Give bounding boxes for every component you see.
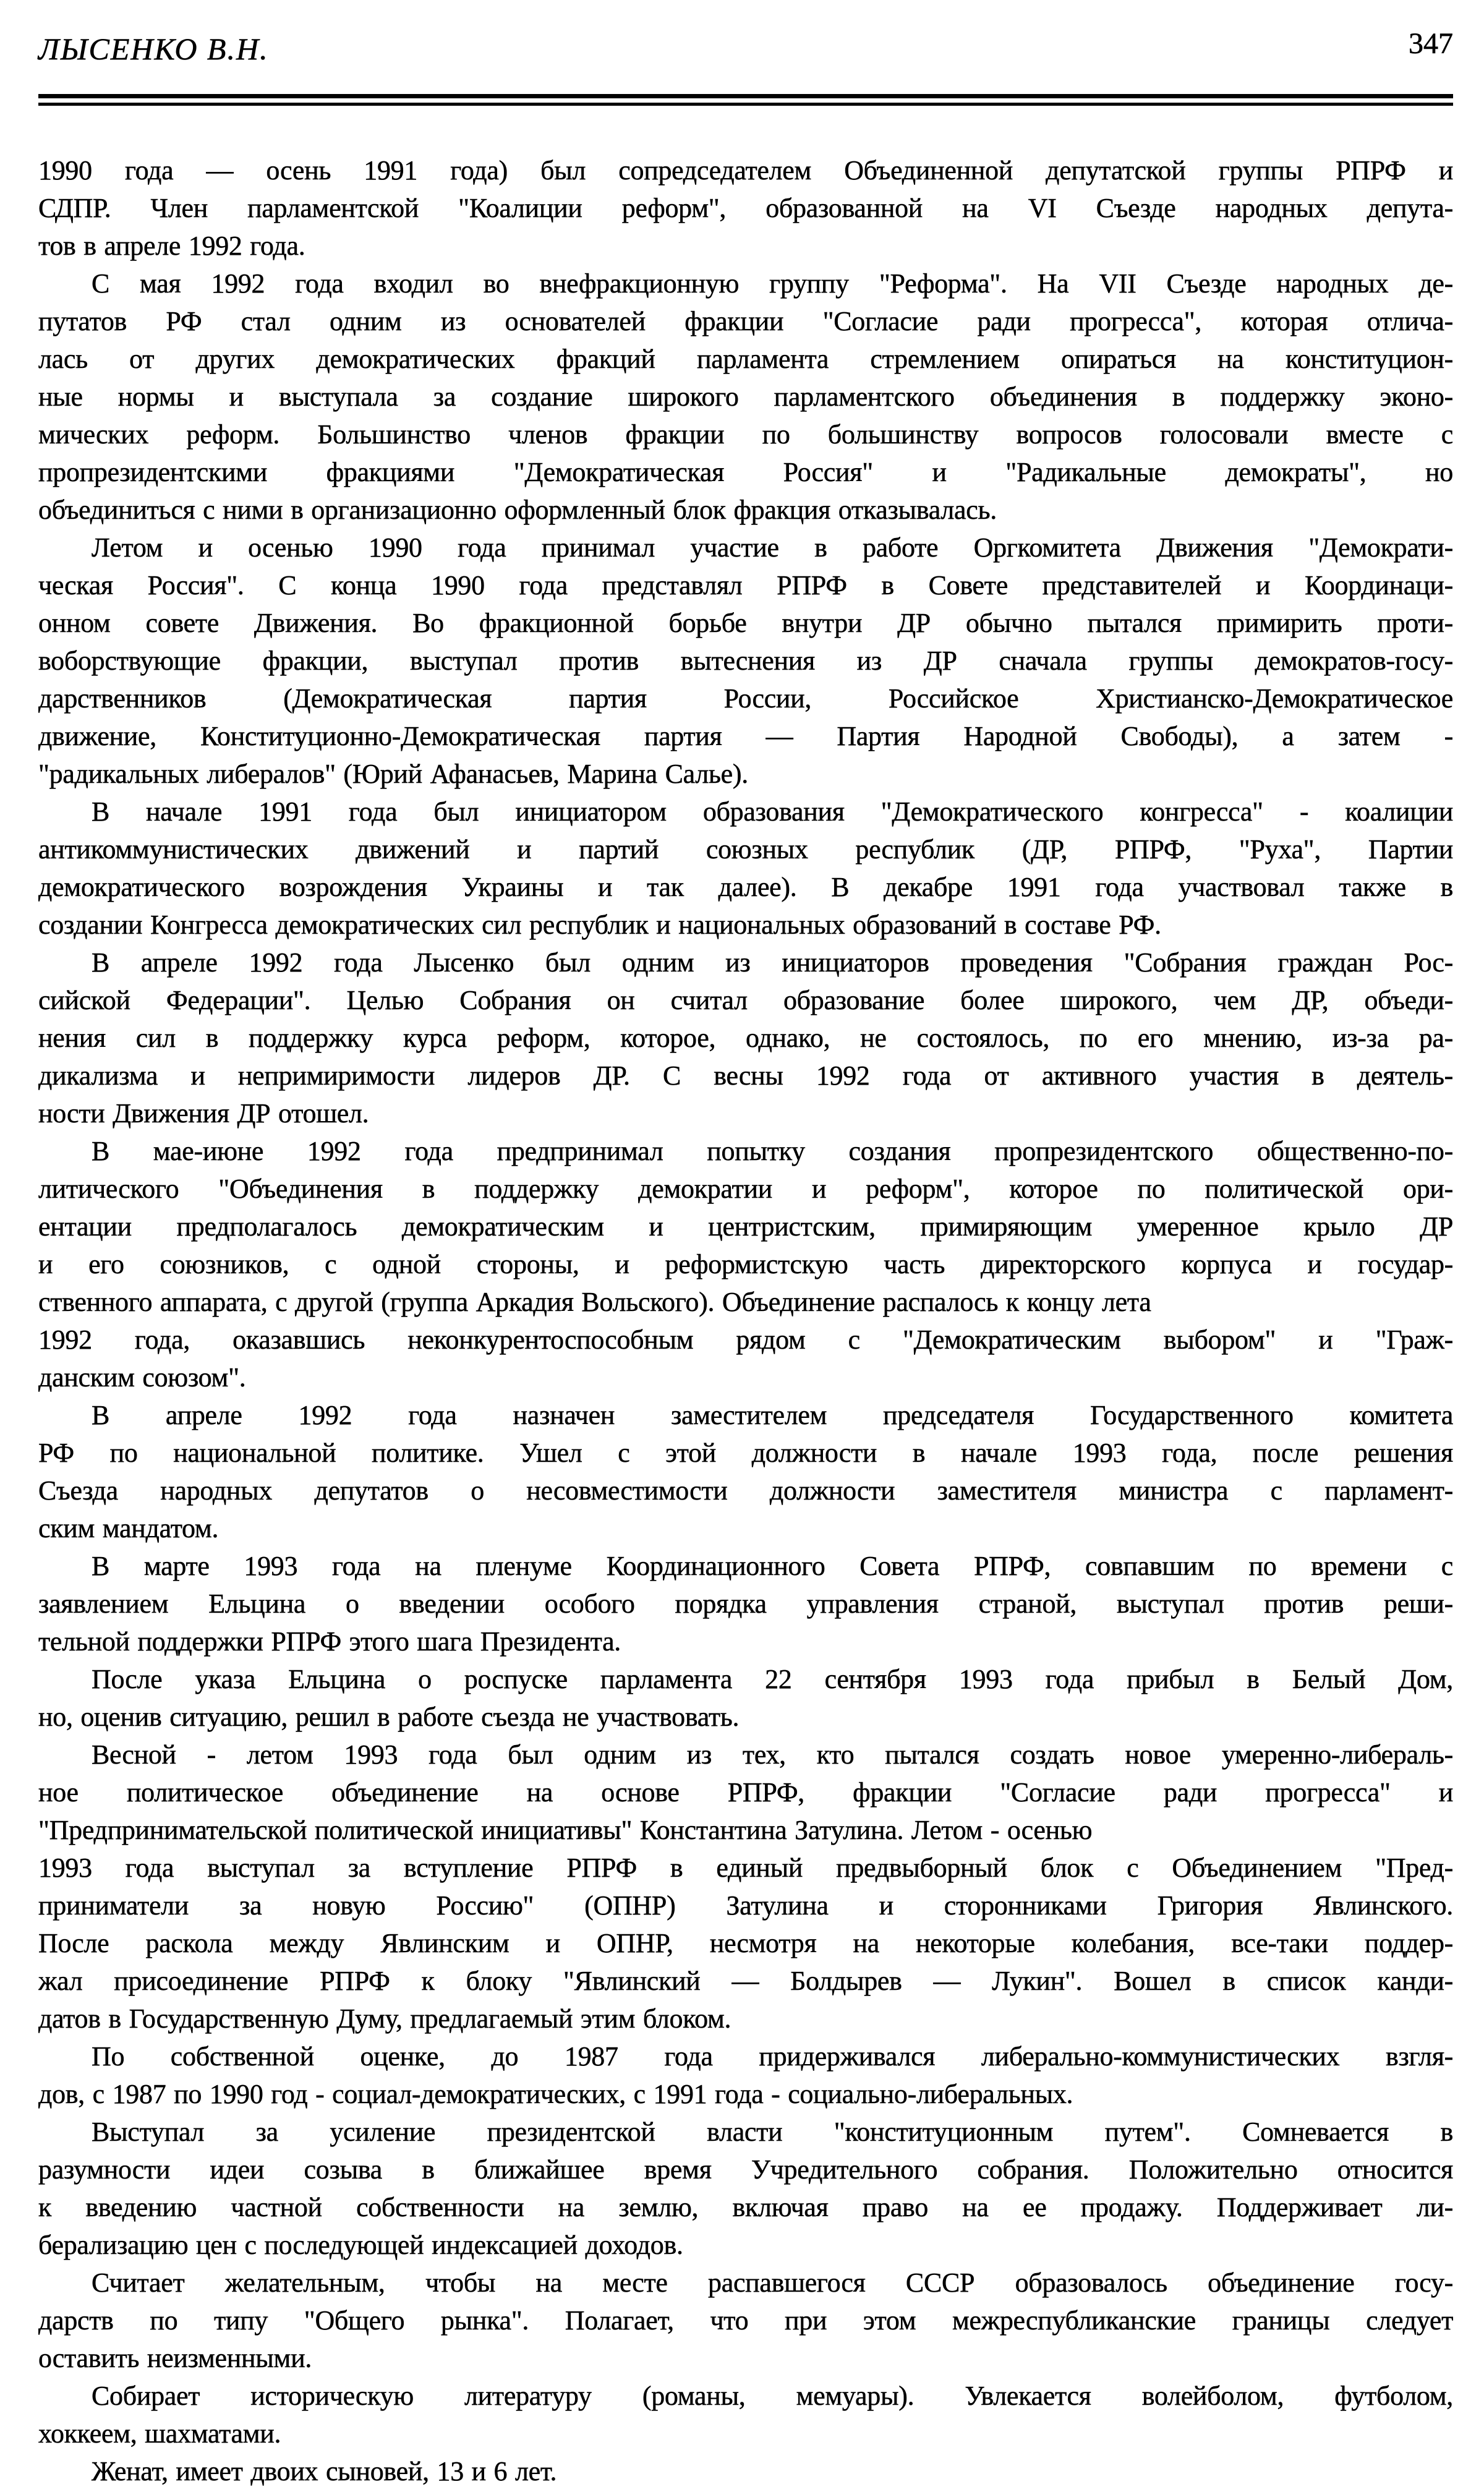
text-line: В апреле 1992 года назначен заместителем председателя Государственного комитета xyxy=(92,1400,1453,1430)
header-rule xyxy=(38,94,1453,106)
text-line: Женат, имеет двоих сыновей, 13 и 6 лет. xyxy=(92,2456,557,2486)
text-line: В начале 1991 года был инициатором образования "Демократического конгресса" - коалиции xyxy=(92,796,1453,827)
paragraph xyxy=(38,1132,1453,1396)
text-line: движение, Конституционно-Демократическая партия — Партия Народной Свободы), а затем - xyxy=(38,721,1453,751)
text-line: "радикальных либералов" (Юрий Афанасьев, Марина Салье). xyxy=(38,759,748,789)
paragraph xyxy=(38,2452,1453,2490)
paragraph xyxy=(38,1396,1453,1547)
text-line: В марте 1993 года на пленуме Координационного Совета РПРФ, совпавшим по времени с xyxy=(92,1551,1453,1581)
text-line: тельной поддержки РПРФ этого шага Президента. xyxy=(38,1626,621,1657)
text-line: РФ по национальной политике. Ушел с этой должности в начале 1993 года, после решения xyxy=(38,1438,1453,1468)
text-line: Собирает историческую литературу (романы, мемуары). Увлекается волейболом, футболом, xyxy=(92,2381,1453,2411)
text-line: дарственников (Демократическая партия России, Российское Христианско-Демократическое xyxy=(38,683,1453,714)
text-line: заявлением Ельцина о введении особого порядка управления страной, выступал против реши- xyxy=(38,1589,1453,1619)
paragraph xyxy=(38,793,1453,944)
page-header xyxy=(38,27,1453,66)
paragraph xyxy=(38,944,1453,1132)
text-line: Летом и осенью 1990 года принимал участие в работе Оргкомитета Движения "Демократи- xyxy=(92,532,1453,563)
text-line: жал присоединение РПРФ к блоку "Явлинский — Болдырев — Лукин". Вошел в список канди- xyxy=(38,1966,1453,1996)
text-line: ческая Россия". С конца 1990 года представлял РПРФ в Совете представителей и Координаци- xyxy=(38,570,1453,600)
text-line: приниматели за новую Россию" (ОПНР) Затулина и сторонниками Григория Явлинского. xyxy=(38,1890,1453,1921)
text-line: После раскола между Явлинским и ОПНР, несмотря на некоторые колебания, все-таки поддер- xyxy=(38,1928,1453,1958)
text-line: ственного аппарата, с другой (группа Аркадия Вольского). Объединение распалось к концу лета xyxy=(38,1287,1151,1317)
text-line: Выступал за усиление президентской власти "конституционным путем". Сомневается в xyxy=(92,2117,1453,2147)
text-line: пропрезидентскими фракциями "Демократическая Россия" и "Радикальные демократы", но xyxy=(38,457,1453,487)
text-line: В апреле 1992 года Лысенко был одним из инициаторов проведения "Собрания граждан Рос- xyxy=(92,947,1453,978)
paragraph xyxy=(38,265,1453,529)
text-line: данским союзом". xyxy=(38,1362,246,1393)
text-line: Съезда народных депутатов о несовместимости должности заместителя министра с парламент- xyxy=(38,1475,1453,1506)
text-line: Весной - летом 1993 года был одним из тех, кто пытался создать новое умеренно-либераль- xyxy=(92,1739,1453,1770)
paragraph xyxy=(38,2377,1453,2452)
text-line: объединиться с ними в организационно оформленный блок фракция отказывалась. xyxy=(38,495,997,525)
text-line: ное политическое объединение на основе РПРФ, фракции "Согласие ради прогресса" и xyxy=(38,1777,1453,1807)
running-title: ЛЫСЕНКО В.Н. xyxy=(38,32,269,66)
text-line: "Предпринимательской политической инициативы" Константина Затулина. Летом - осенью xyxy=(38,1815,1093,1845)
paragraph xyxy=(38,1547,1453,1660)
text-line: ности Движения ДР отошел. xyxy=(38,1098,369,1129)
text-line: демократического возрождения Украины и так далее). В декабре 1991 года участвовал также в xyxy=(38,872,1453,902)
text-line: ные нормы и выступала за создание широкого парламентского объединения в поддержку эконо- xyxy=(38,382,1453,412)
text-line: путатов РФ стал одним из основателей фракции "Согласие ради прогресса", которая отлича- xyxy=(38,306,1453,336)
text-line: берализацию цен с последующей индексацией доходов. xyxy=(38,2230,683,2260)
text-line: разумности идеи созыва в ближайшее время Учредительного собрания. Положительно относится xyxy=(38,2154,1453,2185)
text-line: воборствующие фракции, выступал против вытеснения из ДР сначала группы демократов-госу- xyxy=(38,646,1453,676)
body-text xyxy=(38,151,1453,2490)
text-line: тов в апреле 1992 года. xyxy=(38,231,305,261)
text-line: 1990 года — осень 1991 года) был сопредседателем Объединенной депутатской группы РПРФ и xyxy=(38,155,1453,186)
text-line: оставить неизменными. xyxy=(38,2343,312,2373)
text-line: нения сил в поддержку курса реформ, которое, однако, не состоялось, по его мнению, из-за ра- xyxy=(38,1023,1453,1053)
paragraph xyxy=(38,2264,1453,2377)
text-line: но, оценив ситуацию, решил в работе съезда не участвовать. xyxy=(38,1702,740,1732)
text-line: дикализма и непримиримости лидеров ДР. С весны 1992 года от активного участия в деятель- xyxy=(38,1060,1453,1091)
text-line: и его союзников, с одной стороны, и реформистскую часть директорского корпуса и государ- xyxy=(38,1249,1453,1279)
paragraph xyxy=(38,2113,1453,2264)
text-line: ентации предполагалось демократическим и центристским, примиряющим умеренное крыло ДР xyxy=(38,1211,1453,1242)
text-line: онном совете Движения. Во фракционной борьбе внутри ДР обычно пытался примирить проти- xyxy=(38,608,1453,638)
paragraph xyxy=(38,529,1453,793)
text-line: После указа Ельцина о роспуске парламента 22 сентября 1993 года прибыл в Белый Дом, xyxy=(92,1664,1453,1694)
paragraph xyxy=(38,2038,1453,2113)
text-line: 1992 года, оказавшись неконкурентоспособным рядом с "Демократическим выбором" и "Граж- xyxy=(38,1325,1453,1355)
text-line: В мае-июне 1992 года предпринимал попытку создания пропрезидентского общественно-по- xyxy=(92,1136,1453,1166)
text-line: ским мандатом. xyxy=(38,1513,219,1543)
paragraph xyxy=(38,1660,1453,1736)
text-line: мических реформ. Большинство членов фракции по большинству вопросов голосовали вместе с xyxy=(38,419,1453,450)
text-line: По собственной оценке, до 1987 года придерживался либерально-коммунистических взгля- xyxy=(92,2041,1453,2072)
text-line: С мая 1992 года входил во внефракционную группу "Реформа". На VII Съезде народных де- xyxy=(92,268,1453,299)
text-line: лась от других демократических фракций парламента стремлением опираться на конституцион- xyxy=(38,344,1453,374)
text-line: сийской Федерации". Целью Собрания он считал образование более широкого, чем ДР, объеди- xyxy=(38,985,1453,1015)
text-line: Считает желательным, чтобы на месте распавшегося СССР образовалось объединение госу- xyxy=(92,2268,1453,2298)
text-line: дарств по типу "Общего рынка". Полагает, что при этом межреспубликанские границы следует xyxy=(38,2305,1453,2336)
text-line: хоккеем, шахматами. xyxy=(38,2418,281,2449)
text-line: 1993 года выступал за вступление РПРФ в единый предвыборный блок с Объединением "Пред- xyxy=(38,1853,1453,1883)
page-number: 347 xyxy=(1409,27,1453,60)
text-line: дов, с 1987 по 1990 год - социал-демократических, с 1991 года - социально-либеральных. xyxy=(38,2079,1073,2109)
paragraph xyxy=(38,151,1453,265)
text-line: создании Конгресса демократических сил республик и национальных образований в составе РФ. xyxy=(38,910,1161,940)
text-line: к введению частной собственности на землю, включая право на ее продажу. Поддерживает ли- xyxy=(38,2192,1453,2222)
text-line: литического "Объединения в поддержку демократии и реформ", которое по политической ори- xyxy=(38,1174,1453,1204)
text-line: датов в Государственную Думу, предлагаемый этим блоком. xyxy=(38,2003,731,2034)
paragraph xyxy=(38,1736,1453,2038)
text-line: СДПР. Член парламентской "Коалиции реформ", образованной на VI Съезде народных депута- xyxy=(38,193,1453,223)
text-line: антикоммунистических движений и партий союзных республик (ДР, РПРФ, "Руха", Партии xyxy=(38,834,1453,864)
